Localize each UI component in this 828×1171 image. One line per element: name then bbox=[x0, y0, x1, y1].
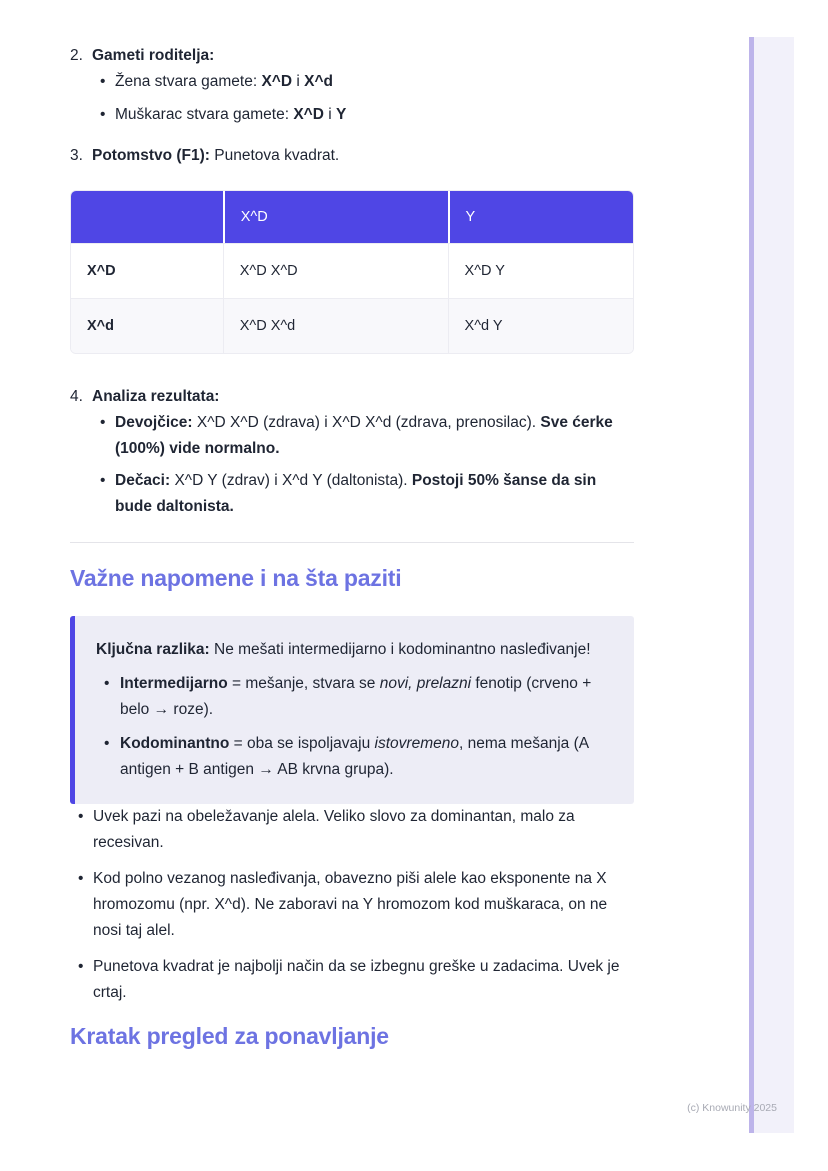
list-item-text: Intermedijarno = mešanje, stvara se novi, prelazni fenotip (crveno + belo → roze). bbox=[120, 675, 592, 718]
table-row bbox=[71, 243, 633, 298]
list-item bbox=[96, 671, 606, 723]
list-item-text: Dečaci: X^D Y (zdrav) i X^d Y (daltonista). Postoji 50% šanse da sin bude daltonista. bbox=[115, 472, 597, 515]
numbered-item-body bbox=[92, 43, 634, 128]
list-number: 2. bbox=[70, 47, 83, 64]
list-item-text: Kod polno vezanog nasleđivanja, obavezno piši alele kao eksponente na X hromozomu (npr. X^d). Ne zaboravi na Y hromozom kod muškaraca, on ne nosi taj alel. bbox=[93, 870, 608, 939]
table-row-header: X^d bbox=[71, 298, 223, 353]
table-header-cell: Y bbox=[448, 191, 633, 243]
gameti-bullet-list bbox=[92, 69, 634, 128]
list-item bbox=[92, 69, 634, 95]
table-row bbox=[71, 298, 633, 353]
table-cell: X^D X^d bbox=[223, 298, 448, 353]
numbered-item-body bbox=[92, 384, 634, 520]
list-item-text: Punetova kvadrat je najbolji način da se izbegnu greške u zadacima. Uvek je crtaj. bbox=[93, 958, 620, 1001]
item-title: Gameti roditelja: bbox=[92, 47, 215, 64]
section-heading-napomene: Važne napomene i na šta paziti bbox=[70, 565, 402, 591]
page-edge-panel bbox=[754, 37, 794, 1133]
analiza-bullet-list bbox=[92, 410, 634, 520]
list-item bbox=[92, 102, 634, 128]
list-item bbox=[70, 804, 634, 856]
table-cell: X^D X^D bbox=[223, 243, 448, 298]
table-header-cell: X^D bbox=[223, 191, 448, 243]
tips-bullet-list bbox=[70, 804, 634, 1006]
bullet-icon: • bbox=[100, 414, 106, 431]
document-content bbox=[70, 43, 634, 1050]
list-item-text: Muškarac stvara gamete: X^D i Y bbox=[115, 106, 347, 123]
numbered-item-potomstvo bbox=[70, 143, 634, 169]
bullet-icon: • bbox=[78, 958, 84, 975]
list-item-text: Žena stvara gamete: X^D i X^d bbox=[115, 73, 333, 90]
callout-bullet-list bbox=[96, 671, 606, 783]
table-row-header: X^D bbox=[71, 243, 223, 298]
punnett-square-table bbox=[70, 190, 634, 354]
bullet-icon: • bbox=[104, 735, 110, 752]
list-item bbox=[92, 410, 634, 462]
numbered-item-gameti bbox=[70, 43, 634, 128]
section-heading-pregled: Kratak pregled za ponavljanje bbox=[70, 1023, 389, 1049]
list-item-text: Kodominantno = oba se ispoljavaju istovremeno, nema mešanja (A antigen + B antigen → AB krvna grupa). bbox=[120, 735, 589, 778]
numbered-item-body bbox=[92, 143, 634, 169]
item-title: Analiza rezultata: bbox=[92, 388, 220, 405]
bullet-icon: • bbox=[100, 472, 106, 489]
key-difference-callout bbox=[70, 616, 634, 804]
copyright-watermark: (c) Knowunity 2025 bbox=[687, 1102, 777, 1114]
section-divider bbox=[70, 542, 634, 543]
bullet-icon: • bbox=[100, 73, 106, 90]
list-item bbox=[92, 468, 634, 520]
list-number: 4. bbox=[70, 388, 83, 405]
list-item bbox=[70, 954, 634, 1006]
list-item bbox=[96, 731, 606, 783]
list-number: 3. bbox=[70, 147, 83, 164]
list-item bbox=[70, 866, 634, 944]
list-item-text: Devojčice: X^D X^D (zdrava) i X^D X^d (zdrava, prenosilac). Sve ćerke (100%) vide normalno. bbox=[115, 414, 613, 457]
table-header-row bbox=[71, 191, 633, 243]
bullet-icon: • bbox=[78, 808, 84, 825]
bullet-icon: • bbox=[104, 675, 110, 692]
list-item-text: Uvek pazi na obeležavanje alela. Veliko slovo za dominantan, malo za recesivan. bbox=[93, 808, 575, 851]
page-edge-line bbox=[749, 37, 754, 1133]
numbered-item-analiza bbox=[70, 384, 634, 520]
table-cell: X^d Y bbox=[448, 298, 633, 353]
table-header-cell bbox=[71, 191, 223, 243]
item-title: Potomstvo (F1): Punetova kvadrat. bbox=[92, 147, 340, 164]
table-cell: X^D Y bbox=[448, 243, 633, 298]
bullet-icon: • bbox=[100, 106, 106, 123]
bullet-icon: • bbox=[78, 870, 84, 887]
callout-paragraph: Ključna razlika: Ne mešati intermedijarno i kodominantno nasleđivanje! bbox=[96, 641, 591, 658]
